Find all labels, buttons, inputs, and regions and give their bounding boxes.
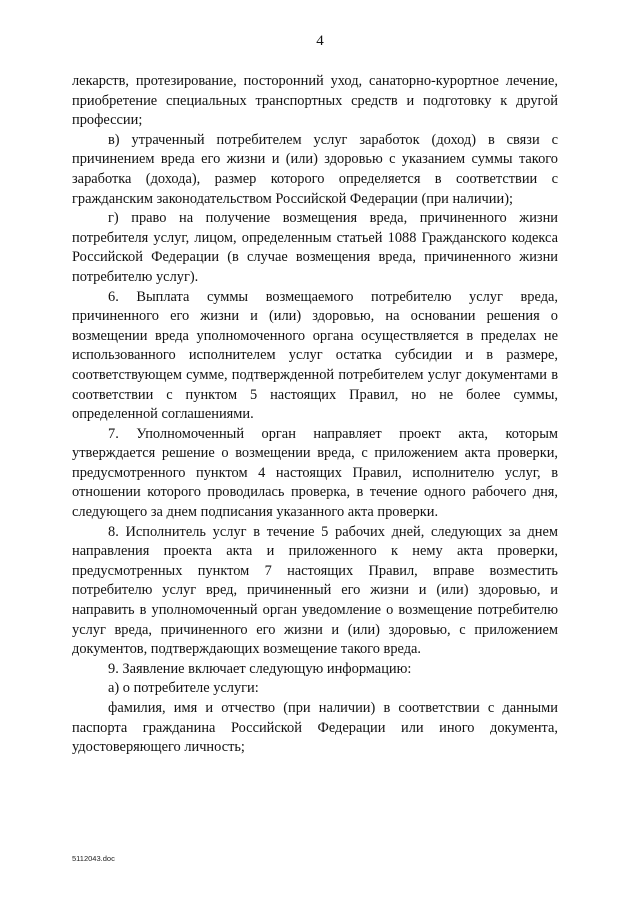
footer-filename: 5112043.doc xyxy=(72,854,115,863)
paragraph-clause-8: 8. Исполнитель услуг в течение 5 рабочих дней, следующих за днем направления проекта акта и приложенного к нему акта проверки, предусмотренных пунктом 7 настоящих Правил, вправе возместить потребителю услуг вред, причиненный его жизни и (или) здоровью, и направить в уполномоченный орган уведомление о возмещение потребителю услуг вреда, причиненного его жизни и (или) здоровью, с приложением документов, подтверждающих возмещение такого вреда. xyxy=(72,523,558,658)
paragraph-clause-6: 6. Выплата суммы возмещаемого потребителю услуг вреда, причиненного его жизни и (или) здоровью, на основании решения о возмещении вреда уполномоченного органа осуществляется в пределах не использованного исполнителем услуг остатка субсидии и в размере, соответствующем сумме, подтвержденной потребителем услуг документами в соответствии с пунктом 5 настоящих Правил, но не более суммы, определенной соглашениями. xyxy=(72,288,558,423)
paragraph-fio: фамилия, имя и отчество (при наличии) в соответствии с данными паспорта гражданина Российской Федерации или иного документа, удостоверяющего личность; xyxy=(72,700,558,756)
paragraph-item-a: а) о потребителе услуги: xyxy=(108,680,259,697)
paragraph-item-v: в) утраченный потребителем услуг заработок (доход) в связи с причинением вреда его жизни и (или) здоровью с указанием суммы такого заработка (дохода), размер которого определяется в соответствии с гражданским законодательством Российской Федерации (при наличии); xyxy=(72,131,558,207)
paragraph-item-g: г) право на получение возмещения вреда, причиненного жизни потребителя услуг, лицом, определенным статьей 1088 Гражданского кодекса Российской Федерации (в случае возмещения вреда, причиненного жизни потребителю услуг). xyxy=(72,210,558,285)
document-body xyxy=(72,72,558,758)
paragraph-continuation: лекарств, протезирование, посторонний уход, санаторно-курортное лечение, приобретение специальных транспортных средств и подготовку к другой профессии; xyxy=(72,73,558,129)
paragraph-clause-7: 7. Уполномоченный орган направляет проект акта, которым утверждается решение о возмещении вреда, с приложением акта проверки, предусмотренного пунктом 4 настоящих Правил, исполнителю услуг, в отношении которого проводилась проверка, в течение одного рабочего дня, следующего за днем подписания указанного акта проверки. xyxy=(72,425,558,521)
paragraph-clause-9: 9. Заявление включает следующую информацию: xyxy=(108,660,412,677)
page-number: 4 xyxy=(316,33,324,49)
